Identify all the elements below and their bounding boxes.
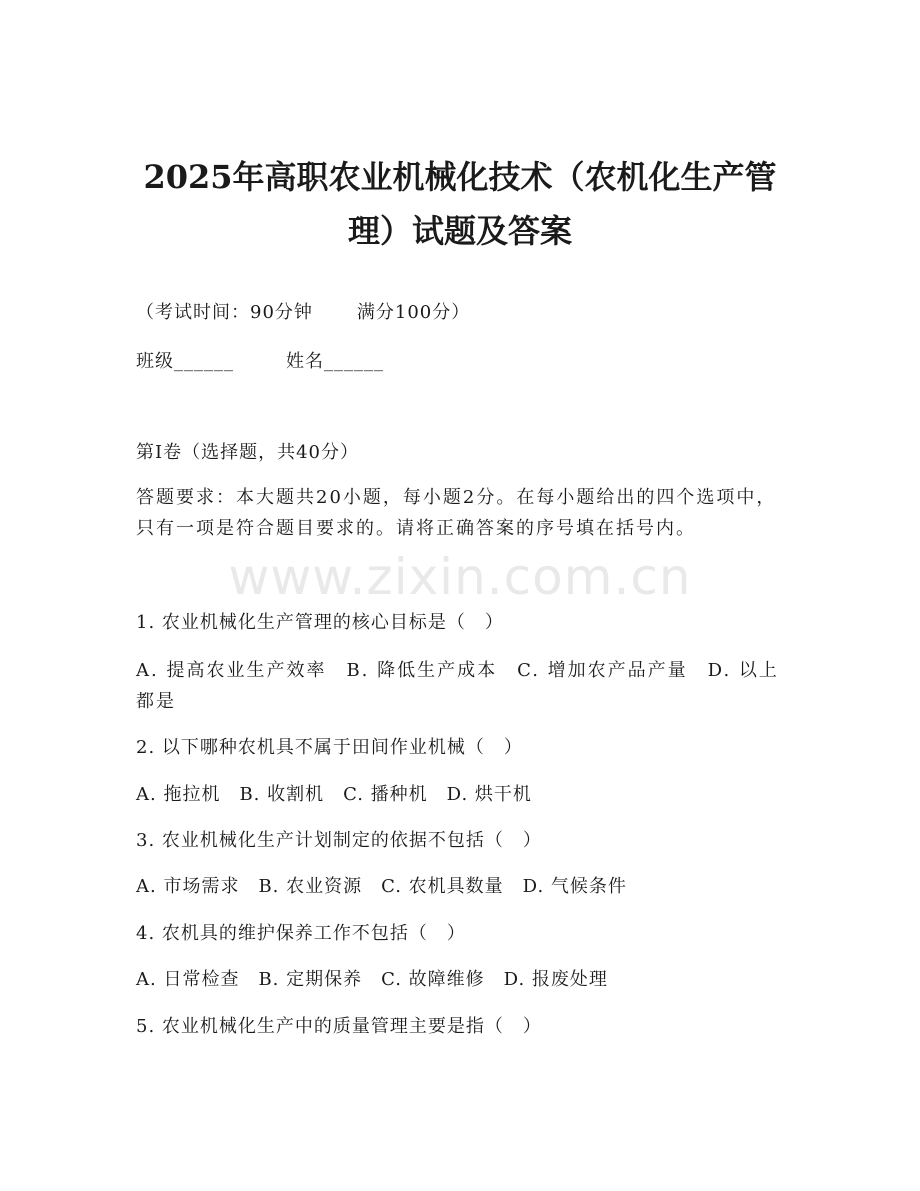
question-3-options: A. 市场需求 B. 农业资源 C. 农机具数量 D. 气候条件 [136,876,627,897]
question-3-stem: 3. 农业机械化生产计划制定的依据不包括（ ） [136,830,542,851]
question-1-options: A. 提高农业生产效率 B. 降低生产成本 C. 增加农产品产量 D. 以上都是 [136,660,779,712]
exam-info [136,300,470,326]
exam-time: （考试时间：90分钟 [136,302,313,323]
exam-full-score: 满分100分） [356,302,471,323]
document-title: 2025年高职农业机械化技术（农机化生产管理）试题及答案 [143,158,777,250]
section-title: 第I卷（选择题，共40分） [136,442,360,463]
student-fields [136,349,384,375]
watermark: www.zixin.com.cn [228,548,692,606]
question-2-stem: 2. 以下哪种农机具不属于田间作业机械（ ） [136,737,523,758]
question-4-stem: 4. 农机具的维护保养工作不包括（ ） [136,923,466,944]
question-5-stem: 5. 农业机械化生产中的质量管理主要是指（ ） [136,1016,542,1037]
name-field-label: 姓名______ [286,351,384,372]
question-1-stem: 1. 农业机械化生产管理的核心目标是（ ） [136,612,504,633]
question-2-options: A. 拖拉机 B. 收割机 C. 播种机 D. 烘干机 [136,784,532,805]
question-4-options: A. 日常检查 B. 定期保养 C. 故障维修 D. 报废处理 [136,969,608,990]
answer-instructions: 答题要求：本大题共20小题，每小题2分。在每小题给出的四个选项中，只有一项是符合题目要求的。请将正确答案的序号填在括号内。 [136,487,777,539]
class-field-label: 班级______ [136,351,234,372]
